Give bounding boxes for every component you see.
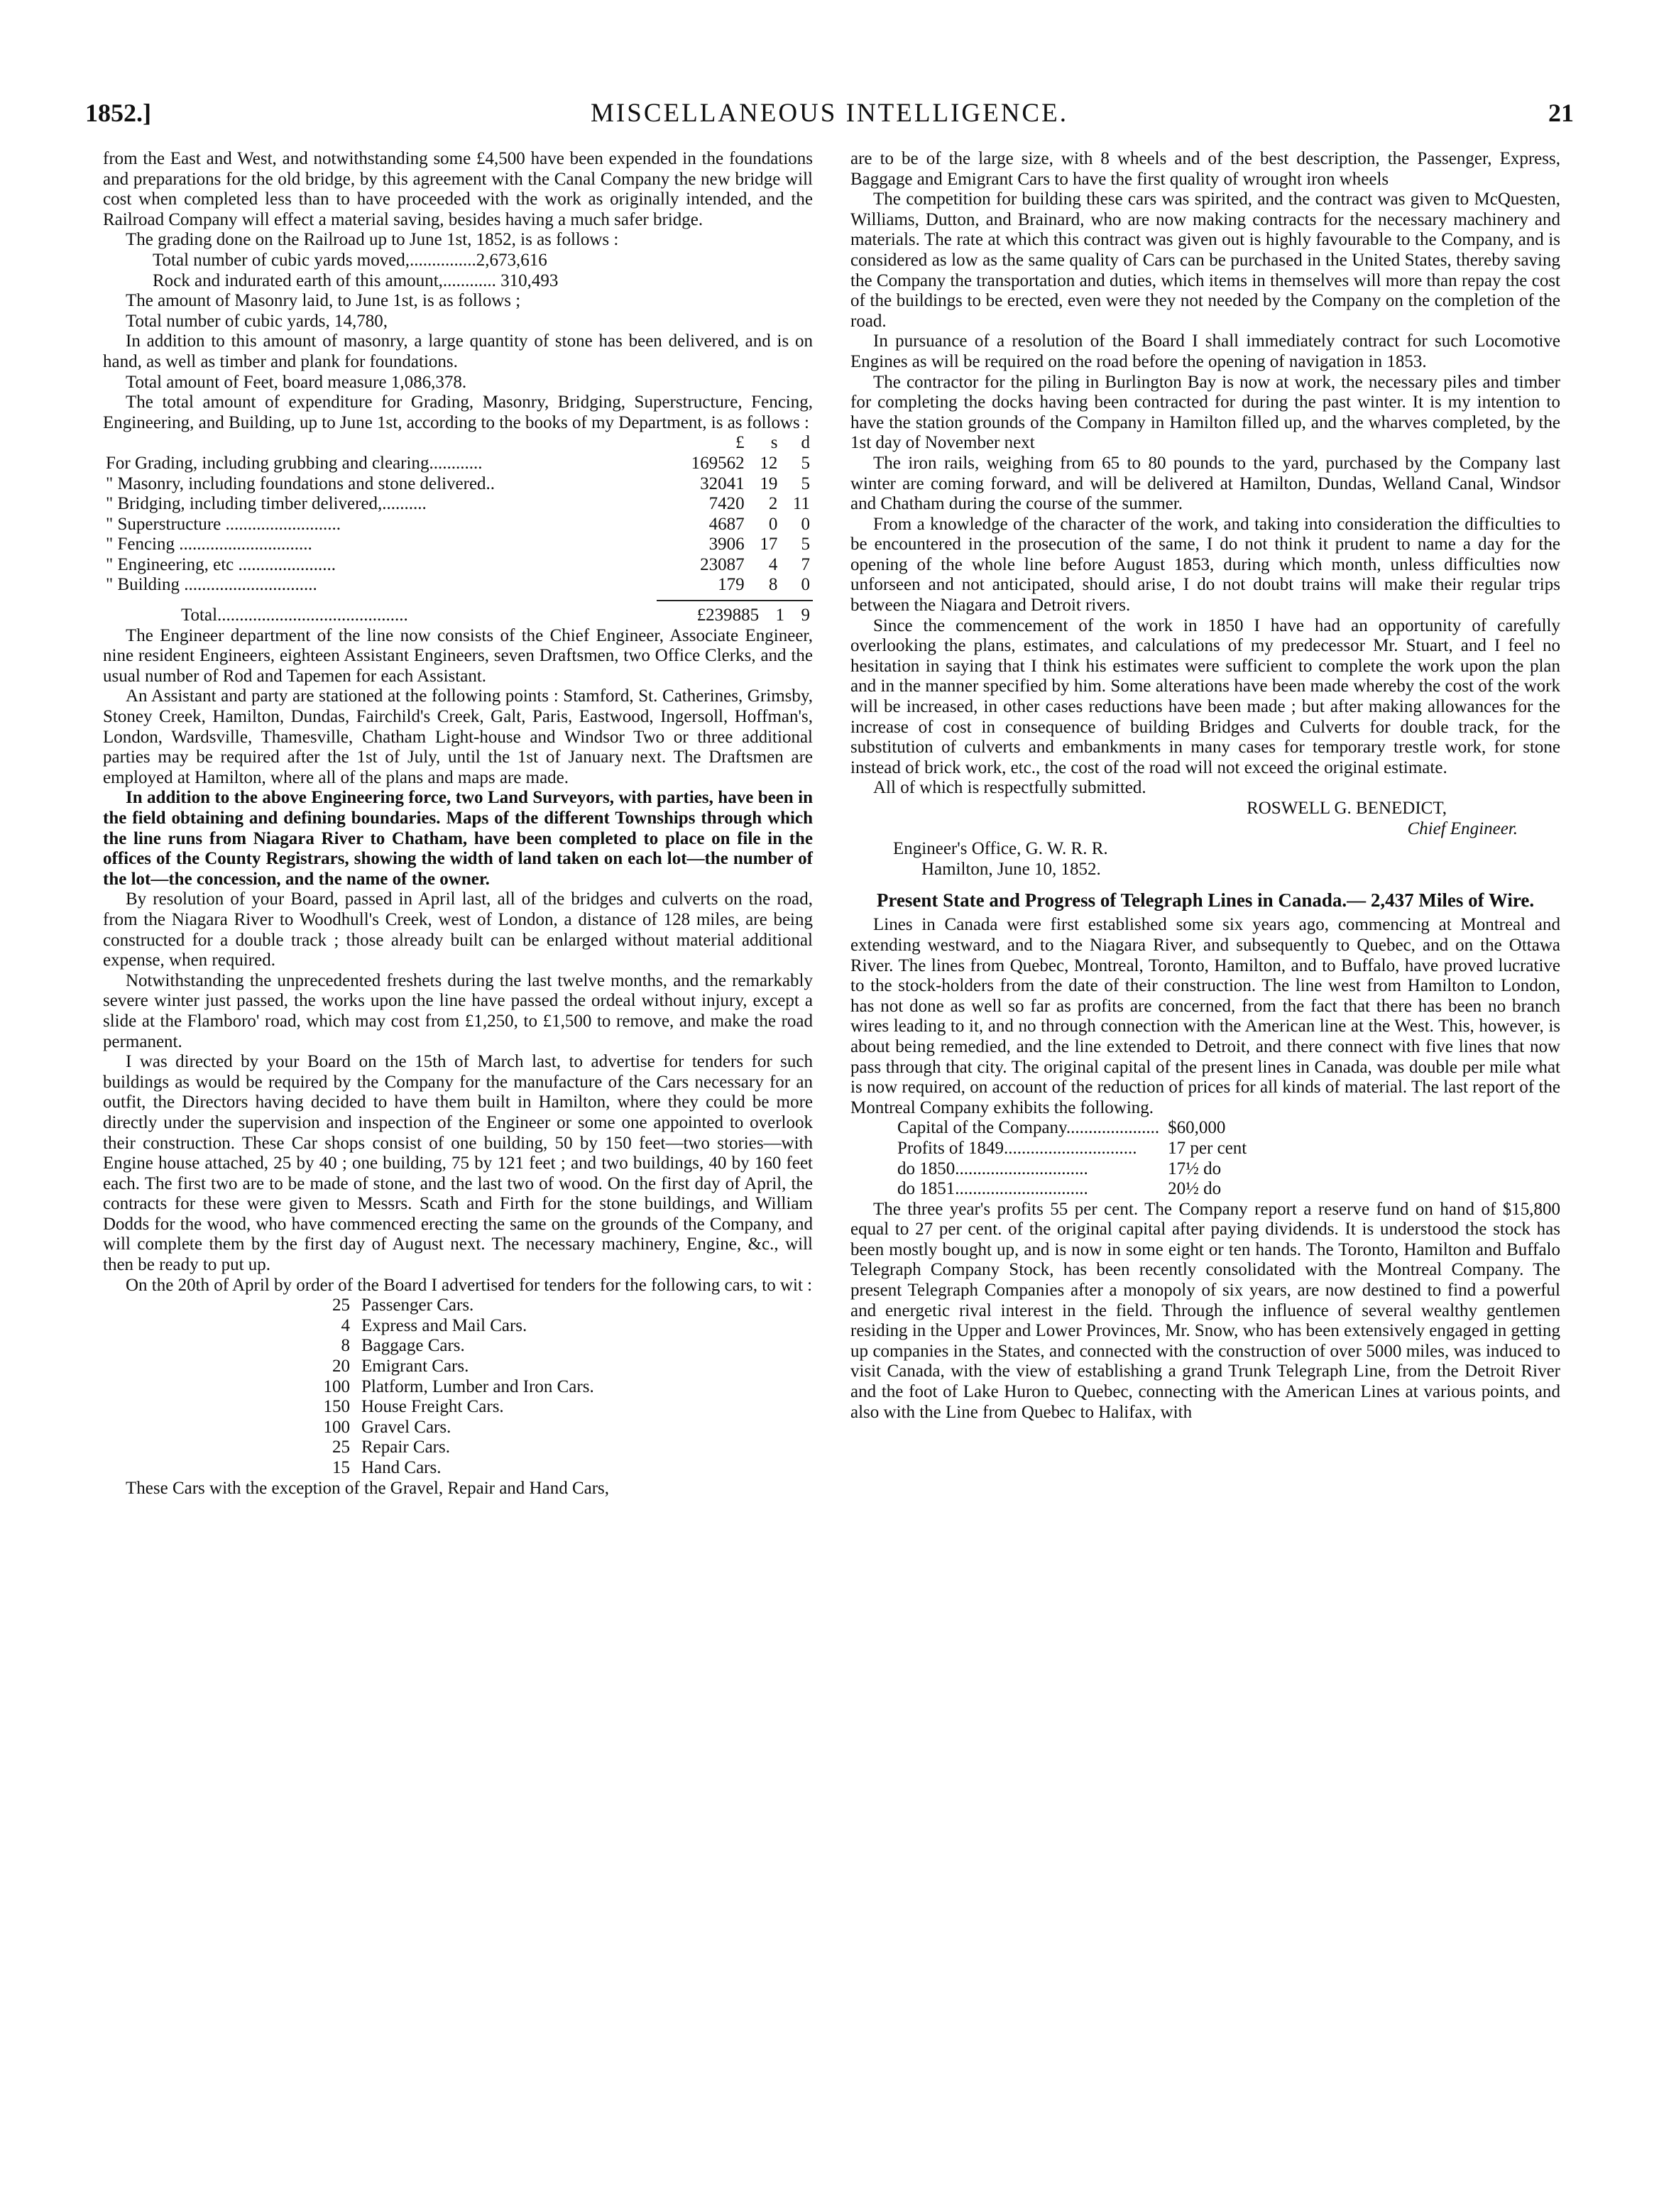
- cell-shillings: 4: [768, 554, 778, 574]
- row-label: " Masonry, including foundations and stone delivered..: [106, 473, 495, 493]
- list-item: [273, 1438, 600, 1458]
- table-row: [103, 454, 813, 474]
- car-count: 8: [341, 1336, 350, 1356]
- paragraph: The contractor for the piling in Burlington Bay is now at work, the necessary piles and timber for completing the docks having been contracted for during the past winter. It is my intention to have the station grounds of the Company in Hamilton filled up, and the wharves completed, by the 1st day of November next: [850, 372, 1560, 453]
- cars-list: [273, 1296, 600, 1478]
- table-row: [103, 535, 813, 555]
- signature-name: ROSWELL G. BENEDICT,: [1247, 799, 1447, 818]
- row-label: Capital of the Company.....................: [897, 1118, 1160, 1138]
- paragraph: In addition to the above Engineering force, two Land Surveyors, with parties, have been in the field obtaining and defining boundaries. Maps of the different Townships through which the line runs from Niagara River to Chatham, have been completed to place on file in the offices of the County Registrars, showing the width of land taken on each lot—the number of the lot—the concession, and the name of the owner.: [103, 788, 813, 889]
- column-header: £: [735, 433, 745, 453]
- cell-shillings: 19: [760, 473, 778, 493]
- cell-pounds: 169562: [691, 453, 745, 473]
- office-line: Engineer's Office, G. W. R. R.: [893, 839, 1108, 859]
- statistic-line: Total number of cubic yards, 14,780,: [126, 311, 388, 331]
- cell-pounds: 23087: [700, 554, 745, 574]
- header-year: 1852.]: [85, 99, 151, 127]
- paragraph: From a knowledge of the character of the work, and taking into consideration the difficulties to be encountered in the prosecution of the same, I do not think it prudent to name a day for the opening of the whole line before August 1853, during which month, unless difficulties now unforseen and not anticipated, should arise, I do not doubt trains will make their regular trips between the Niagara and Detroit rivers.: [850, 514, 1560, 615]
- paragraph: are to be of the large size, with 8 wheels and of the best description, the Passenger, Express, Baggage and Emigrant Cars to have the first quality of wrought iron wheels: [850, 149, 1560, 189]
- header-page-number: 21: [1548, 99, 1574, 127]
- right-column: [850, 149, 1560, 1423]
- car-count: 100: [323, 1417, 350, 1437]
- cell-pence: 11: [792, 494, 810, 514]
- table-header-row: [103, 433, 813, 454]
- car-type: Gravel Cars.: [361, 1417, 451, 1437]
- table-row: [103, 494, 813, 515]
- total-shillings: 1: [775, 606, 785, 625]
- paragraph: On the 20th of April by order of the Board I advertised for tenders for the following cars, to wit :: [126, 1275, 813, 1295]
- paragraph: An Assistant and party are stationed at the following points : Stamford, St. Catherines, Grimsby, Stoney Creek, Hamilton, Dundas, Fairchild's Creek, Galt, Paris, Eastwood, Ingersoll, Hoffman's, London, Wardsville, Thamesville, Chatham Light-house and Windsor Two or three additional parties may be required after the 1st of July, until the 1st of January next. The Draftsmen are employed at Hamilton, where all of the plans and maps are made.: [103, 686, 813, 787]
- car-type: Baggage Cars.: [361, 1336, 465, 1356]
- cell-pounds: 32041: [700, 473, 745, 493]
- cell-pence: 0: [801, 514, 810, 534]
- paragraph: The Engineer department of the line now consists of the Chief Engineer, Associate Engineer, nine resident Engineers, eighteen Assistant Engineers, seven Draftsmen, two Office Clerks, and the usual number of Rod and Tapemen for each Assistant.: [103, 625, 813, 686]
- paragraph: In addition to this amount of masonry, a large quantity of stone has been delivered, and is on hand, as well as timber and plank for foundations.: [103, 332, 813, 371]
- car-count: 25: [332, 1296, 350, 1315]
- signature-title: Chief Engineer.: [1407, 818, 1518, 838]
- left-column: [103, 149, 813, 1499]
- table-row: [893, 1118, 1251, 1139]
- paragraph: These Cars with the exception of the Gravel, Repair and Hand Cars,: [126, 1478, 610, 1498]
- car-type: Repair Cars.: [361, 1438, 450, 1457]
- car-type: House Freight Cars.: [361, 1397, 504, 1417]
- paragraph: In pursuance of a resolution of the Board I shall immediately contract for such Locomotive Engines as will be required on the road before the opening of navigation in 1853.: [850, 332, 1560, 371]
- cell-shillings: 2: [768, 494, 778, 514]
- column-header: s: [770, 433, 778, 453]
- list-item: [273, 1357, 600, 1377]
- paragraph: I was directed by your Board on the 15th of March last, to advertise for tenders for such buildings as would be required by the Company for the manufacture of the Cars necessary for an outfit, the Directors having decided to have them built in Hamilton, where they could be more directly under the supervision and inspection of the Engineer or some one appointed to overlook their construction. These Car shops consist of one building, 50 by 150 feet—two stories—with Engine house attached, 25 by 40 ; one building, 75 by 121 feet ; and two buildings, 40 by 160 feet each. The first two are to be made of stone, and the last two of wood. On the first day of April, the contracts for these were given to Messrs. Scath and Firth for the stone buildings, and William Dodds for the wood, who have commenced erecting the same on the grounds of the Company, and will complete them by the first day of August next. The necessary machinery, Engine, &c., will then be ready to put up.: [103, 1052, 813, 1275]
- total-row: [103, 606, 813, 626]
- paragraph: All of which is respectfully submitted.: [873, 778, 1146, 798]
- table-row: [893, 1159, 1251, 1180]
- row-label: do 1850..............................: [897, 1159, 1088, 1178]
- car-type: Passenger Cars.: [361, 1296, 474, 1315]
- car-type: Platform, Lumber and Iron Cars.: [361, 1376, 594, 1396]
- paragraph: The competition for building these cars was spirited, and the contract was given to McQuesten, Williams, Dutton, and Brainard, who are now making contracts for the necessary machinery and materials. The rate at which this contract was given out is highly favourable to the Company, and is considered as low as the same quality of Cars can be purchased in the United States, thereby saving the Company the transportation and duties, which items in themselves will more than repay the cost of the buildings to be erected, even were they not needed by the Company on the completion of the road.: [850, 190, 1560, 331]
- statistic-line: Total number of cubic yards moved,...............2,673,616: [153, 250, 547, 270]
- column-header: d: [801, 433, 810, 453]
- row-label: Profits of 1849..............................: [897, 1138, 1137, 1158]
- cell-pence: 5: [801, 473, 810, 493]
- paragraph: The total amount of expenditure for Grading, Masonry, Bridging, Superstructure, Fencing, Engineering, and Building, up to June 1st, according to the books of my Department, is as follows :: [103, 393, 813, 432]
- paragraph: Lines in Canada were first established some six years ago, commencing at Montreal and extending westward, and to the Niagara River, and subsequently to Quebec, and on the Ottawa River. The lines from Quebec, Montreal, Toronto, Hamilton, and to Buffalo, have proved lucrative to the stock-holders from the date of their construction. The line west from Hamilton to London, has not done as well so far as profits are concerned, from the fact that there has been no branch wires leading to it, and no through connection with the American line at the West. This, however, is about being remedied, and the line extended to Detroit, and there connect with five lines that now pass through that city. The original capital of the present lines in Canada, was double per mile what is now required, on account of the reduction of prices for all kinds of material. The last report of the Montreal Company exhibits the following.: [850, 915, 1560, 1117]
- row-label: " Building ..............................: [106, 575, 317, 595]
- car-count: 4: [341, 1315, 350, 1335]
- list-item: [273, 1377, 600, 1398]
- capital-table: [893, 1118, 1251, 1199]
- cell-pence: 7: [801, 554, 810, 574]
- list-item: [273, 1397, 600, 1418]
- row-value: 17 per cent: [1168, 1138, 1247, 1158]
- car-type: Hand Cars.: [361, 1458, 442, 1477]
- row-value: 20½ do: [1168, 1179, 1222, 1199]
- paragraph: The amount of Masonry laid, to June 1st, is as follows ;: [126, 291, 521, 311]
- header-title: MISCELLANEOUS INTELLIGENCE.: [591, 99, 1068, 128]
- paragraph: The iron rails, weighing from 65 to 80 pounds to the yard, purchased by the Company last winter are coming forward, and will be delivered at Hamilton, Dundas, Welland Canal, Windsor and Chatham during the course of the summer.: [850, 453, 1560, 514]
- list-item: [273, 1458, 600, 1479]
- paragraph: The grading done on the Railroad up to June 1st, 1852, is as follows :: [126, 230, 619, 250]
- table-row: [103, 474, 813, 495]
- list-item: [273, 1296, 600, 1316]
- list-item: [273, 1336, 600, 1357]
- office-date: Hamilton, June 10, 1852.: [921, 859, 1101, 879]
- list-item: [273, 1418, 600, 1438]
- car-count: 150: [323, 1397, 350, 1417]
- car-count: 15: [332, 1458, 350, 1477]
- paragraph: from the East and West, and notwithstanding some £4,500 have been expended in the foundations and preparations for the old bridge, by this agreement with the Canal Company the new bridge will cost when completed less than to have proceeded with the work as originally intended, and the Railroad Company will effect a material saving, besides having a much safer bridge.: [103, 149, 813, 229]
- expenditure-table: [103, 433, 813, 596]
- cell-pounds: 7420: [708, 494, 745, 514]
- total-pounds: £239885: [696, 606, 760, 625]
- section-heading: Present State and Progress of Telegraph Lines in Canada.— 2,437 Miles of Wire.: [876, 889, 1535, 911]
- cell-pence: 5: [801, 453, 810, 473]
- cell-shillings: 12: [760, 453, 778, 473]
- statistic-line: Rock and indurated earth of this amount,............ 310,493: [153, 270, 559, 290]
- table-row: [103, 515, 813, 535]
- table-row: [893, 1139, 1251, 1159]
- paragraph: Since the commencement of the work in 1850 I have had an opportunity of carefully overlooking the plans, estimates, and calculations of my predecessor Mr. Stuart, and I feel no hesitation in saying that I think his estimates were sufficient to complete the work upon the plan and in the manner specified by him. Some alterations have been made whereby the cost of the work will be increased, in other cases reductions have been made ; but after making allowances for the increase of cost in consequence of building Bridges and Culverts for double track, for the substitution of culverts and embankments in many cases for temporary trestle work, for stone instead of brick work, etc., the cost of the road will not exceed the original estimate.: [850, 615, 1560, 777]
- row-label: " Superstructure ..........................: [106, 514, 341, 534]
- row-label: For Grading, including grubbing and clearing............: [106, 453, 483, 473]
- cell-shillings: 8: [768, 575, 778, 595]
- car-count: 25: [332, 1438, 350, 1457]
- row-value: 17½ do: [1168, 1159, 1222, 1178]
- total-divider: [657, 600, 813, 601]
- row-label: " Fencing ..............................: [106, 535, 312, 554]
- paragraph: By resolution of your Board, passed in April last, all of the bridges and culverts on the road, from the Niagara River to Woodhull's Creek, west of London, a distance of 128 miles, are being constructed for a double track ; those already built can be enlarged without material additional expense, when required.: [103, 889, 813, 970]
- car-count: 100: [323, 1376, 350, 1396]
- car-type: Emigrant Cars.: [361, 1357, 469, 1376]
- paragraph: Notwithstanding the unprecedented freshets during the last twelve months, and the remarkably severe winter just passed, the works upon the line have passed the ordeal without injury, except a slide at the Flamboro' road, which may cost from £1,250, to £1,500 to remove, and make the road permanent.: [103, 970, 813, 1051]
- table-row: [103, 575, 813, 596]
- page-header: [85, 98, 1574, 132]
- expenditure-total: [103, 606, 813, 626]
- paragraph: The three year's profits 55 per cent. The Company report a reserve fund on hand of $15,800 equal to 27 per cent. of the original capital after paying dividends. It is understood the stock has been mostly bought up, and is now in some eight or ten hands. The Toronto, Hamilton and Buffalo Telegraph Company Stock, has been recently consolidated with the Montreal Company. The present Telegraph Companies after a monopoly of six years, are now destined to find a powerful and energetic rival interest in the field. Through the influence of several wealthy gentlemen residing in the Upper and Lower Provinces, Mr. Snow, who has been extensively engaged in getting up companies in the States, and connected with the construction of over 5000 miles, was induced to visit Canada, with the view of establishing a grand Trunk Telegraph Line, from the Detroit River and the foot of Lake Huron to Quebec, connecting with the American Lines at various points, and also with the Line from Quebec to Halifax, with: [850, 1199, 1560, 1422]
- total-pence: 9: [801, 606, 810, 625]
- car-type: Express and Mail Cars.: [361, 1315, 527, 1335]
- total-label: Total...........................................: [181, 606, 408, 625]
- cell-pounds: 179: [718, 575, 745, 595]
- row-label: do 1851..............................: [897, 1179, 1088, 1199]
- table-row: [893, 1179, 1251, 1200]
- row-label: " Bridging, including timber delivered,..........: [106, 494, 427, 514]
- row-label: " Engineering, etc ......................: [106, 554, 336, 574]
- paragraph: Total amount of Feet, board measure 1,086,378.: [126, 372, 467, 392]
- cell-pounds: 3906: [708, 535, 745, 554]
- cell-shillings: 0: [768, 514, 778, 534]
- cell-pounds: 4687: [708, 514, 745, 534]
- cell-shillings: 17: [760, 535, 778, 554]
- car-count: 20: [332, 1357, 350, 1376]
- list-item: [273, 1316, 600, 1337]
- table-row: [103, 555, 813, 576]
- cell-pence: 5: [801, 535, 810, 554]
- cell-pence: 0: [801, 575, 810, 595]
- row-value: $60,000: [1168, 1118, 1226, 1138]
